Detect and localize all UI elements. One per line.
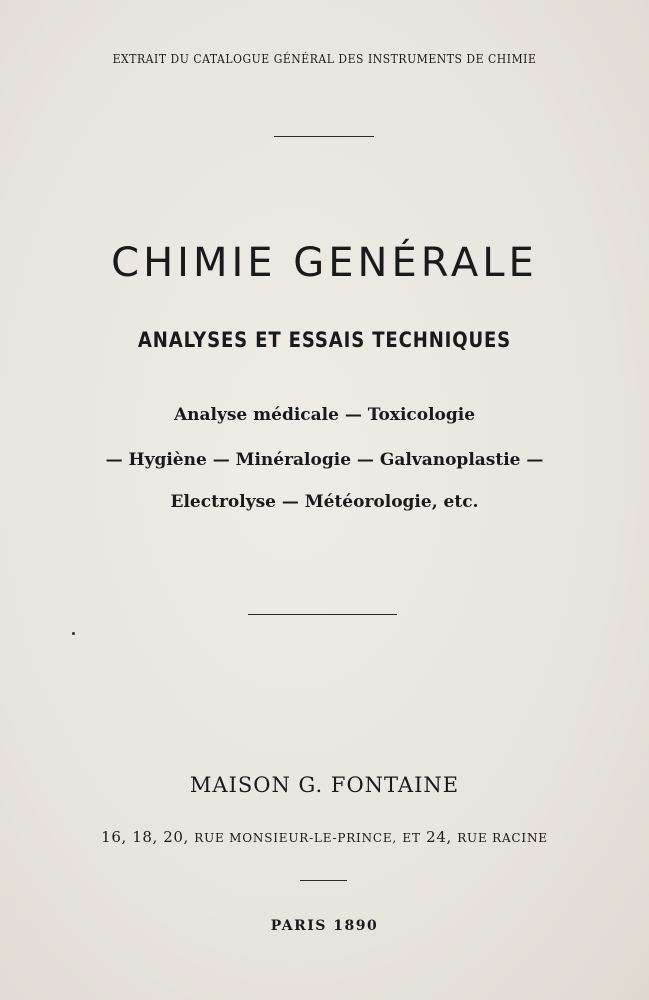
address-street-1: RUE MONSIEUR-LE-PRINCE, [194, 831, 398, 845]
topics-line-3: Electrolyse — Météorologie, etc. [170, 492, 479, 512]
address-number-2: 24, [426, 828, 452, 846]
imprint: PARIS 1890 [270, 918, 379, 934]
publisher-name: MAISON G. FONTAINE [189, 773, 460, 797]
paper-speck [72, 632, 75, 635]
topics-line-2: — Hygiène — Minéralogie — Galvanoplastie — [105, 450, 544, 470]
divider-middle [248, 614, 397, 615]
divider-bottom [300, 880, 347, 881]
catalogue-header: EXTRAIT DU CATALOGUE GÉNÉRAL DES INSTRUMENTS DE CHIMIE [112, 52, 537, 66]
page-title: CHIMIE GENÉRALE [111, 240, 538, 286]
address-numbers: 16, 18, 20, [101, 828, 189, 846]
topics-line-1: Analyse médicale — Toxicologie [173, 405, 476, 425]
publisher-address [0, 828, 649, 846]
address-street-2: RUE RACINE [457, 831, 548, 845]
divider-top [274, 136, 374, 137]
page-subtitle: ANALYSES ET ESSAIS TECHNIQUES [137, 328, 512, 352]
address-and: ET [402, 831, 421, 845]
